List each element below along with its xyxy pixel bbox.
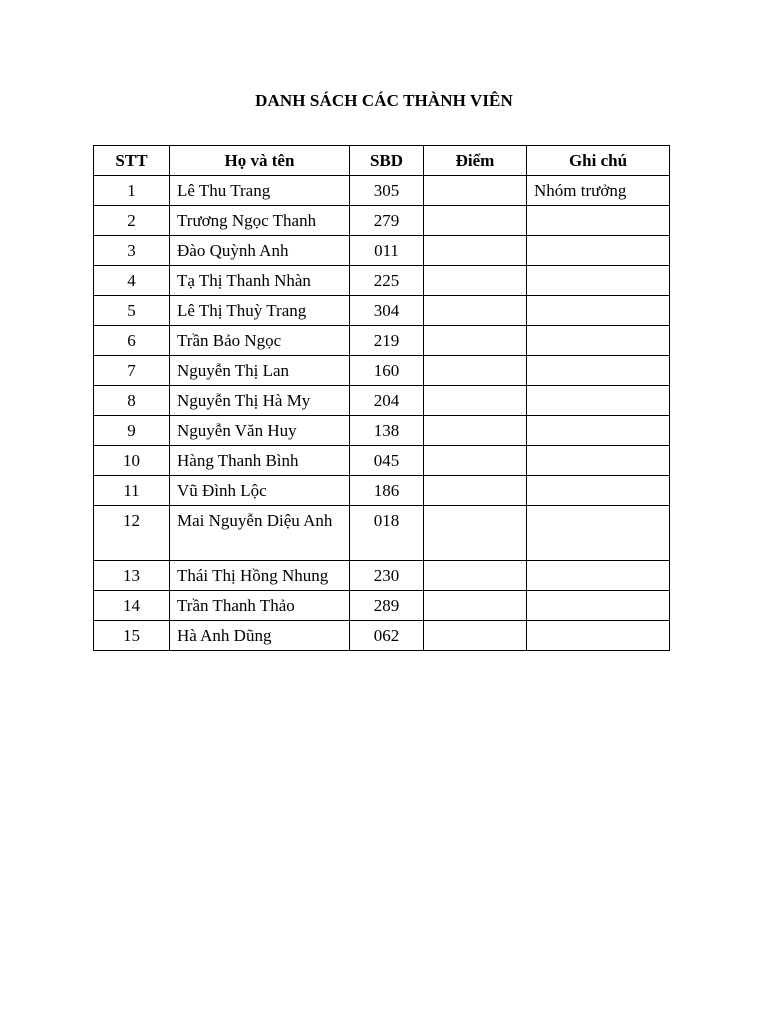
table-row: [94, 326, 670, 356]
cell-score: [424, 206, 527, 236]
cell-sbd: 160: [350, 356, 424, 386]
header-name: Họ và tên: [170, 146, 350, 176]
cell-stt: 7: [94, 356, 170, 386]
cell-sbd: 204: [350, 386, 424, 416]
cell-sbd: 225: [350, 266, 424, 296]
page-title: DANH SÁCH CÁC THÀNH VIÊN: [255, 91, 513, 110]
cell-sbd: 011: [350, 236, 424, 266]
cell-stt: 10: [94, 446, 170, 476]
table-row: [94, 506, 670, 561]
cell-note: [527, 446, 670, 476]
cell-stt: 2: [94, 206, 170, 236]
cell-name: Trương Ngọc Thanh: [170, 206, 350, 236]
cell-name: Vũ Đình Lộc: [170, 476, 350, 506]
cell-note: [527, 506, 670, 561]
cell-sbd: 304: [350, 296, 424, 326]
header-stt: STT: [94, 146, 170, 176]
cell-name: Đào Quỳnh Anh: [170, 236, 350, 266]
cell-note: Nhóm trưởng: [527, 176, 670, 206]
table-row: [94, 206, 670, 236]
table-row: [94, 416, 670, 446]
table-header-row: [94, 146, 670, 176]
cell-name: Hàng Thanh Bình: [170, 446, 350, 476]
cell-note: [527, 416, 670, 446]
cell-score: [424, 176, 527, 206]
cell-score: [424, 326, 527, 356]
table-row: [94, 386, 670, 416]
table-row: [94, 176, 670, 206]
table-row: [94, 296, 670, 326]
cell-sbd: 279: [350, 206, 424, 236]
cell-note: [527, 621, 670, 651]
cell-score: [424, 356, 527, 386]
table-row: [94, 621, 670, 651]
cell-name: Trần Bảo Ngọc: [170, 326, 350, 356]
table-row: [94, 561, 670, 591]
cell-name: Hà Anh Dũng: [170, 621, 350, 651]
cell-name: Nguyễn Thị Hà My: [170, 386, 350, 416]
cell-stt: 1: [94, 176, 170, 206]
table-row: [94, 236, 670, 266]
cell-stt: 11: [94, 476, 170, 506]
cell-sbd: 186: [350, 476, 424, 506]
cell-score: [424, 591, 527, 621]
cell-name: Trần Thanh Thảo: [170, 591, 350, 621]
cell-name: Lê Thị Thuỳ Trang: [170, 296, 350, 326]
cell-stt: 3: [94, 236, 170, 266]
table-row: [94, 591, 670, 621]
cell-score: [424, 561, 527, 591]
cell-name: Tạ Thị Thanh Nhàn: [170, 266, 350, 296]
cell-note: [527, 476, 670, 506]
table-row: [94, 356, 670, 386]
cell-name: Nguyễn Văn Huy: [170, 416, 350, 446]
table-body: [94, 176, 670, 651]
cell-note: [527, 296, 670, 326]
cell-score: [424, 621, 527, 651]
cell-score: [424, 506, 527, 561]
header-sbd: SBD: [350, 146, 424, 176]
cell-sbd: 289: [350, 591, 424, 621]
cell-name: Lê Thu Trang: [170, 176, 350, 206]
cell-score: [424, 296, 527, 326]
cell-note: [527, 591, 670, 621]
cell-stt: 6: [94, 326, 170, 356]
cell-score: [424, 266, 527, 296]
cell-name: Thái Thị Hồng Nhung: [170, 561, 350, 591]
table-row: [94, 476, 670, 506]
members-table: [93, 145, 670, 651]
cell-sbd: 062: [350, 621, 424, 651]
cell-sbd: 045: [350, 446, 424, 476]
cell-sbd: 219: [350, 326, 424, 356]
cell-stt: 8: [94, 386, 170, 416]
table-row: [94, 446, 670, 476]
cell-score: [424, 236, 527, 266]
cell-note: [527, 561, 670, 591]
table-row: [94, 266, 670, 296]
cell-stt: 9: [94, 416, 170, 446]
cell-score: [424, 446, 527, 476]
cell-note: [527, 266, 670, 296]
header-note: Ghi chú: [527, 146, 670, 176]
cell-sbd: 305: [350, 176, 424, 206]
cell-note: [527, 236, 670, 266]
cell-stt: 12: [94, 506, 170, 561]
cell-note: [527, 326, 670, 356]
cell-note: [527, 206, 670, 236]
cell-score: [424, 476, 527, 506]
header-score: Điểm: [424, 146, 527, 176]
cell-sbd: 018: [350, 506, 424, 561]
cell-score: [424, 416, 527, 446]
cell-note: [527, 356, 670, 386]
cell-stt: 14: [94, 591, 170, 621]
cell-stt: 5: [94, 296, 170, 326]
cell-sbd: 138: [350, 416, 424, 446]
cell-name: Mai Nguyễn Diệu Anh: [170, 506, 350, 561]
cell-note: [527, 386, 670, 416]
cell-stt: 4: [94, 266, 170, 296]
cell-score: [424, 386, 527, 416]
cell-name: Nguyễn Thị Lan: [170, 356, 350, 386]
cell-sbd: 230: [350, 561, 424, 591]
cell-stt: 13: [94, 561, 170, 591]
cell-stt: 15: [94, 621, 170, 651]
